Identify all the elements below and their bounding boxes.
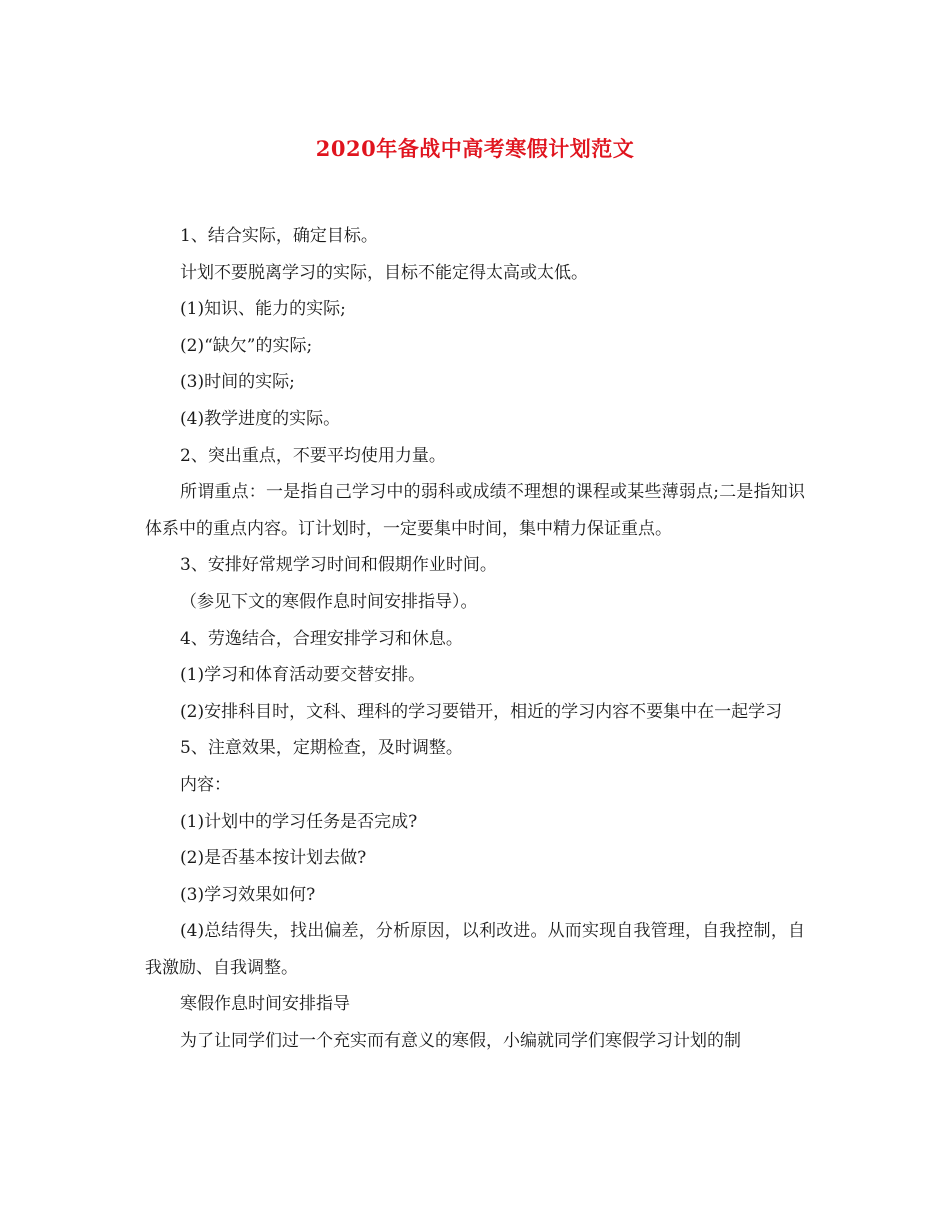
paragraph-16: (1)计划中的学习任务是否完成? [180,811,418,832]
paragraph-8: 所谓重点：一是指自己学习中的弱科或成绩不理想的课程或某些薄弱点;二是指知识体系中的重点内容。订计划时，一定要集中时间，集中精力保证重点。 [145,482,805,539]
paragraph-7: 2、突出重点，不要平均使用力量。 [180,445,446,466]
document-body [145,218,805,1060]
paragraph-20: 寒假作息时间安排指导 [180,994,350,1015]
paragraph-19: (4)总结得失，找出偏差，分析原因，以利改进。从而实现自我管理，自我控制，自我激励、自我调整。 [145,921,805,978]
paragraph-6: (4)教学进度的实际。 [180,408,341,429]
paragraph-11: 4、劳逸结合，合理安排学习和休息。 [180,628,463,649]
paragraph-9: 3、安排好常规学习时间和假期作业时间。 [180,555,497,576]
paragraph-5: (3)时间的实际; [180,372,295,393]
paragraph-1: 1、结合实际，确定目标。 [180,226,378,246]
paragraph-2: 计划不要脱离学习的实际，目标不能定得太高或太低。 [180,262,588,283]
paragraph-14: 5、注意效果，定期检查，及时调整。 [180,738,463,759]
paragraph-21: 为了让同学们过一个充实而有意义的寒假，小编就同学们寒假学习计划的制 [180,1031,741,1052]
paragraph-10: （参见下文的寒假作息时间安排指导）。 [180,591,478,612]
paragraph-17: (2)是否基本按计划去做? [180,848,367,869]
paragraph-13: (2)安排科目时，文科、理科的学习要错开，相近的学习内容不要集中在一起学习 [180,701,783,722]
paragraph-3: (1)知识、能力的实际; [180,299,346,320]
paragraph-12: (1)学习和体育活动要交替安排。 [180,665,426,686]
paragraph-4: (2)“缺欠”的实际; [180,335,313,356]
document-title: 2020年备战中高考寒假计划范文 [315,136,635,161]
paragraph-15: 内容： [180,774,231,795]
paragraph-18: (3)学习效果如何? [180,884,316,905]
